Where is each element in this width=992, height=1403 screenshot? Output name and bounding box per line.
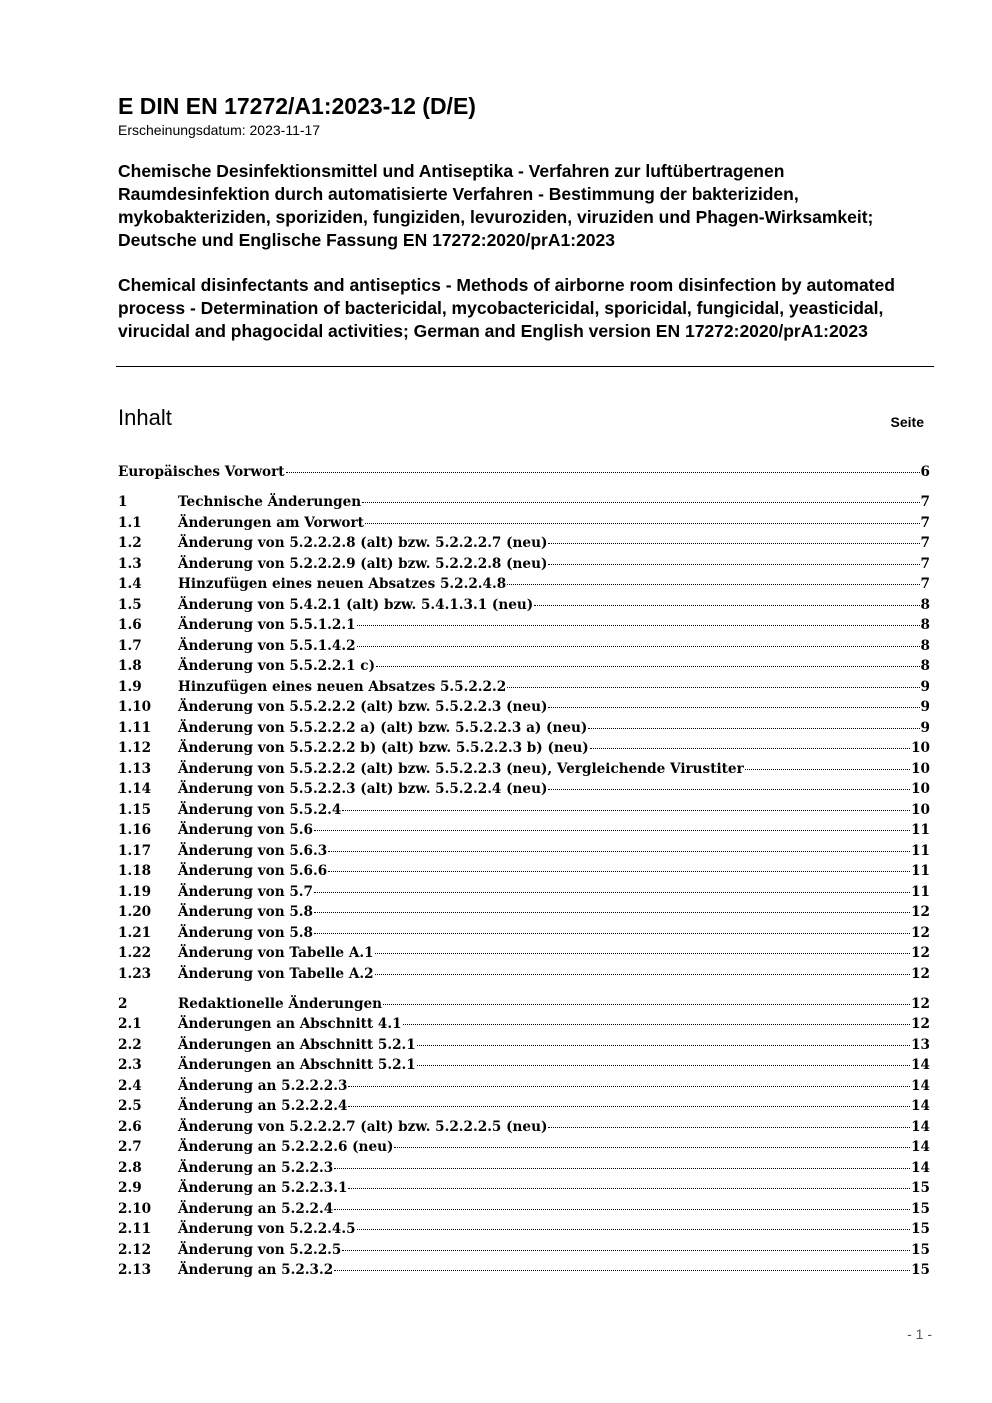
toc-entry-number: 2.4 — [118, 1077, 142, 1094]
toc-entry-title[interactable]: Änderung an 5.2.2.2.3 — [178, 1077, 348, 1094]
toc-entry-title[interactable]: Änderung von 5.4.2.1 (alt) bzw. 5.4.1.3.1 (neu) — [178, 596, 534, 613]
toc-entry-number: 2.7 — [118, 1139, 142, 1155]
toc-leader-dots — [328, 871, 910, 872]
toc-entry-number: 1.14 — [118, 781, 152, 797]
toc-entry-number: 1.17 — [118, 842, 152, 859]
toc-entry-title[interactable]: Änderung an 5.2.2.4 — [178, 1200, 334, 1217]
toc-leader-dots — [403, 1024, 911, 1025]
toc-leader-dots — [365, 523, 920, 524]
toc-entry-title[interactable]: Änderung an 5.2.2.2.4 — [178, 1098, 348, 1114]
toc-entry-page[interactable]: 7 — [920, 576, 930, 592]
toc-entry-page[interactable]: 7 — [920, 535, 930, 551]
toc-entry-number: 2.1 — [118, 1016, 142, 1032]
toc-entry-number: 2.8 — [118, 1159, 142, 1176]
toc-entry-title[interactable]: Änderung von 5.2.2.4.5 — [178, 1221, 356, 1237]
toc-entry[interactable] — [118, 576, 930, 597]
toc-entry-title[interactable]: Änderung von 5.6 — [178, 822, 313, 838]
toc-leader-dots — [357, 1229, 911, 1230]
toc-entry-page[interactable]: 10 — [911, 781, 930, 797]
toc-entry-number: 2.9 — [118, 1180, 142, 1196]
toc-entry[interactable] — [118, 1160, 930, 1181]
toc-entry-page[interactable]: 14 — [911, 1098, 930, 1114]
toc-entry-page[interactable]: 15 — [911, 1180, 930, 1196]
toc-entry-number: 1.3 — [118, 555, 142, 572]
toc-entry[interactable] — [118, 1057, 930, 1078]
toc-entry[interactable] — [118, 996, 930, 1017]
toc-entry[interactable] — [118, 1098, 930, 1119]
toc-entry-number: 1.5 — [118, 596, 142, 613]
toc-entry-number: 1.1 — [118, 514, 142, 531]
toc-entry-title[interactable]: Änderung an 5.2.2.3 — [178, 1159, 334, 1176]
toc-entry-title[interactable]: Änderung von 5.2.2.2.8 (alt) bzw. 5.2.2.2.7 (neu) — [178, 535, 548, 551]
toc-leader-dots — [357, 625, 920, 626]
toc-entry-page[interactable]: 12 — [911, 924, 930, 941]
toc-entry[interactable] — [118, 1262, 930, 1283]
toc-entry-number: 1.10 — [118, 699, 152, 715]
toc-entry-page[interactable]: 12 — [911, 1016, 930, 1032]
toc-entry[interactable] — [118, 679, 930, 700]
toc-leader-dots — [507, 584, 919, 585]
toc-entry-title[interactable]: Änderung von 5.2.2.5 — [178, 1241, 342, 1258]
toc-entry-page[interactable]: 8 — [920, 658, 930, 674]
toc-entry-title[interactable]: Änderungen an Abschnitt 4.1 — [178, 1016, 402, 1032]
toc-entry-number: 1.18 — [118, 863, 152, 879]
toc-entry-number: 1.21 — [118, 924, 152, 941]
toc-entry-number: 2.2 — [118, 1036, 142, 1053]
toc-leader-dots — [375, 953, 911, 954]
toc-leader-dots — [348, 1106, 910, 1107]
toc-entry[interactable] — [118, 761, 930, 782]
toc-leader-dots — [314, 912, 910, 913]
toc-leader-dots — [342, 1250, 910, 1251]
toc-entry[interactable] — [118, 740, 930, 761]
toc-entry-page[interactable]: 9 — [920, 719, 930, 736]
toc-entry-number: 2.3 — [118, 1057, 142, 1073]
toc-entry-page[interactable]: 14 — [911, 1118, 930, 1135]
toc-entry[interactable] — [118, 822, 930, 843]
toc-entry-title[interactable]: Änderungen an Abschnitt 5.2.1 — [178, 1036, 416, 1053]
toc-entry[interactable] — [118, 1221, 930, 1242]
toc-leader-dots — [548, 707, 919, 708]
toc-entry-number: 1.20 — [118, 904, 152, 920]
header-divider — [116, 366, 934, 367]
toc-entry[interactable] — [118, 658, 930, 679]
toc-leader-dots — [507, 687, 919, 688]
toc-entry-page[interactable]: 11 — [911, 842, 930, 859]
page-number: - 1 - — [907, 1326, 932, 1342]
toc-entry-title[interactable]: Änderung von Tabelle A.1 — [178, 945, 374, 961]
title-english: Chemical disinfectants and antiseptics - Methods of airborne room disinfection by automated process - Determination of bactericidal, mycobactericidal, sporicidal, fungicidal, yeasticidal, virucidal and phagocidal activities; German and English version EN 17272:2020/prA1:2023 — [118, 275, 895, 341]
toc-entry-number: 1.6 — [118, 617, 142, 633]
toc-entry[interactable] — [118, 638, 930, 659]
toc-entry-page[interactable]: 6 — [920, 464, 930, 480]
toc-entry-title[interactable]: Änderung von 5.5.2.2.1 c) — [178, 658, 375, 674]
toc-entry-title[interactable]: Änderung von 5.2.2.2.7 (alt) bzw. 5.2.2.2.5 (neu) — [178, 1118, 548, 1135]
toc-entry-title[interactable]: Änderung von 5.6.6 — [178, 863, 328, 879]
toc-section — [118, 464, 930, 485]
toc-entry-number: 1.11 — [118, 719, 152, 736]
publication-date: Erscheinungsdatum: 2023-11-17 — [118, 122, 321, 138]
toc-entry-title[interactable]: Änderung von 5.2.2.2.9 (alt) bzw. 5.2.2.2.8 (neu) — [178, 555, 548, 572]
toc-leader-dots — [328, 851, 910, 852]
toc-leader-dots — [348, 1086, 910, 1087]
toc-leader-dots — [588, 728, 919, 729]
toc-leader-dots — [314, 830, 910, 831]
toc-entry-page[interactable]: 10 — [911, 760, 930, 777]
toc-section — [118, 996, 930, 1283]
toc-leader-dots — [548, 564, 919, 565]
toc-entry-page[interactable]: 10 — [911, 801, 930, 818]
toc-entry-page[interactable]: 12 — [911, 945, 930, 961]
toc-leader-dots — [286, 472, 920, 473]
toc-entry-title[interactable]: Änderungen an Abschnitt 5.2.1 — [178, 1057, 416, 1073]
toc-entry[interactable] — [118, 1078, 930, 1099]
toc-entry[interactable] — [118, 1242, 930, 1263]
toc-entry[interactable] — [118, 1119, 930, 1140]
toc-entry[interactable] — [118, 494, 930, 515]
toc-leader-dots — [375, 974, 911, 975]
toc-entry-page[interactable]: 12 — [911, 995, 930, 1012]
toc-entry-page[interactable]: 15 — [911, 1200, 930, 1217]
toc-entry-number: 2.10 — [118, 1200, 152, 1217]
toc-entry[interactable] — [118, 1139, 930, 1160]
toc-entry[interactable] — [118, 1016, 930, 1037]
toc-entry-number: 1.15 — [118, 801, 152, 818]
toc-entry-title[interactable]: Änderung von 5.5.1.2.1 — [178, 617, 356, 633]
toc-entry-title[interactable]: Hinzufügen eines neuen Absatzes 5.2.2.4.8 — [178, 576, 507, 592]
toc-entry-number: 2 — [118, 995, 128, 1012]
toc-entry[interactable] — [118, 617, 930, 638]
toc-entry-page[interactable]: 8 — [920, 617, 930, 633]
toc-entry-title[interactable]: Änderung von Tabelle A.2 — [178, 965, 374, 982]
toc-entry[interactable] — [118, 884, 930, 905]
toc-leader-dots — [383, 1004, 910, 1005]
toc-entry-title[interactable]: Änderung von 5.5.2.2.3 (alt) bzw. 5.5.2.2.4 (neu) — [178, 781, 548, 797]
toc-entry[interactable] — [118, 843, 930, 864]
toc-leader-dots — [548, 1127, 910, 1128]
toc-entry-number: 2.13 — [118, 1262, 152, 1278]
toc-entry[interactable] — [118, 556, 930, 577]
toc-entry[interactable] — [118, 945, 930, 966]
toc-entry-number: 2.11 — [118, 1221, 152, 1237]
toc-entry-title[interactable]: Änderung an 5.2.3.2 — [178, 1262, 334, 1278]
toc-entry-page[interactable]: 7 — [920, 494, 930, 510]
toc-entry-title[interactable]: Technische Änderungen — [178, 494, 362, 510]
toc-entry-title[interactable]: Änderung von 5.5.2.2.2 (alt) bzw. 5.5.2.2.3 (neu) — [178, 699, 548, 715]
toc-entry-page[interactable]: 14 — [911, 1057, 930, 1073]
toc-leader-dots — [417, 1065, 910, 1066]
toc-entry[interactable] — [118, 966, 930, 987]
toc-entry-page[interactable]: 12 — [911, 965, 930, 982]
toc-entry-page[interactable]: 14 — [911, 1077, 930, 1094]
toc-entry-page[interactable]: 7 — [920, 555, 930, 572]
title-german: Chemische Desinfektionsmittel und Antiseptika - Verfahren zur luftübertragenen Raumdesinfektion durch automatisierte Verfahren - Bestimmung der bakteriziden, mykobakteriziden, sporiziden, fungiziden, levuroziden, viruziden und Phagen-Wirksamkeit; Deutsche und Englische Fassung EN 17272:2020/prA1:2023 — [118, 161, 874, 250]
toc-entry[interactable] — [118, 699, 930, 720]
toc-entry-number: 2.6 — [118, 1118, 142, 1135]
toc-entry-number: 1.13 — [118, 760, 152, 777]
toc-entry-title[interactable]: Änderung von 5.8 — [178, 904, 313, 920]
table-of-contents — [118, 464, 930, 1292]
toc-leader-dots — [342, 810, 910, 811]
toc-entry[interactable] — [118, 1201, 930, 1222]
toc-leader-dots — [590, 748, 910, 749]
toc-entry-page[interactable]: 9 — [920, 678, 930, 695]
toc-entry-number: 1.4 — [118, 576, 142, 592]
toc-entry-page[interactable]: 11 — [911, 883, 930, 900]
toc-leader-dots — [334, 1168, 910, 1169]
toc-entry-page[interactable]: 13 — [911, 1036, 930, 1053]
toc-entry-page[interactable]: 15 — [911, 1262, 930, 1278]
toc-leader-dots — [548, 543, 919, 544]
toc-entry-number: 1 — [118, 494, 128, 510]
toc-entry[interactable] — [118, 535, 930, 556]
toc-entry-number: 1.22 — [118, 945, 152, 961]
toc-entry-title[interactable]: Hinzufügen eines neuen Absatzes 5.5.2.2.2 — [178, 678, 507, 695]
toc-entry[interactable] — [118, 904, 930, 925]
toc-entry-page[interactable]: 8 — [920, 637, 930, 654]
toc-heading: Inhalt — [118, 405, 172, 430]
toc-entry-title[interactable]: Änderung von 5.5.2.2.2 b) (alt) bzw. 5.5.2.2.3 b) (neu) — [178, 740, 589, 756]
toc-leader-dots — [357, 646, 920, 647]
toc-entry[interactable] — [118, 464, 930, 485]
toc-entry-page[interactable]: 15 — [911, 1221, 930, 1237]
toc-entry[interactable] — [118, 720, 930, 741]
toc-leader-dots — [376, 666, 920, 667]
toc-entry-title[interactable]: Änderung an 5.2.2.2.6 (neu) — [178, 1139, 394, 1155]
toc-entry[interactable] — [118, 1180, 930, 1201]
toc-entry-page[interactable]: 11 — [911, 863, 930, 879]
toc-entry[interactable] — [118, 863, 930, 884]
toc-leader-dots — [548, 789, 910, 790]
toc-entry-title[interactable]: Änderung von 5.6.3 — [178, 842, 328, 859]
toc-entry-number: 1.8 — [118, 658, 142, 674]
toc-leader-dots — [348, 1188, 910, 1189]
toc-entry-page[interactable]: 8 — [920, 596, 930, 613]
page-column-label: Seite — [890, 414, 924, 430]
toc-entry-number: 1.9 — [118, 678, 142, 695]
toc-entry-title[interactable]: Änderung von 5.5.2.4 — [178, 801, 342, 818]
toc-entry-page[interactable]: 7 — [920, 514, 930, 531]
toc-entry-number: 1.16 — [118, 822, 152, 838]
toc-entry-title[interactable]: Änderungen am Vorwort — [178, 514, 364, 531]
toc-entry-number: 2.5 — [118, 1098, 142, 1114]
toc-leader-dots — [534, 605, 919, 606]
toc-entry-number: 1.23 — [118, 965, 152, 982]
toc-entry-title[interactable]: Änderung von 5.5.2.2.2 a) (alt) bzw. 5.5.2.2.3 a) (neu) — [178, 719, 588, 736]
toc-entry-page[interactable]: 12 — [911, 904, 930, 920]
toc-entry[interactable] — [118, 1037, 930, 1058]
toc-entry-number: 1.19 — [118, 883, 152, 900]
toc-entry-title[interactable]: Änderung an 5.2.2.3.1 — [178, 1180, 348, 1196]
toc-entry-number: 1.7 — [118, 637, 142, 654]
toc-leader-dots — [314, 892, 910, 893]
toc-entry-page[interactable]: 15 — [911, 1241, 930, 1258]
toc-entry-page[interactable]: 9 — [920, 699, 930, 715]
toc-entry[interactable] — [118, 515, 930, 536]
toc-entry[interactable] — [118, 597, 930, 618]
toc-entry-title[interactable]: Änderung von 5.8 — [178, 924, 313, 941]
toc-entry[interactable] — [118, 925, 930, 946]
toc-entry-title[interactable]: Redaktionelle Änderungen — [178, 995, 382, 1012]
toc-entry-number: 1.12 — [118, 740, 152, 756]
document-id: E DIN EN 17272/A1:2023-12 (D/E) — [118, 93, 476, 119]
toc-entry-title[interactable]: Änderung von 5.7 — [178, 883, 313, 900]
toc-entry-title[interactable]: Änderung von 5.5.2.2.2 (alt) bzw. 5.5.2.2.3 (neu), Vergleichende Virustiter — [178, 760, 744, 777]
toc-entry-page[interactable]: 10 — [911, 740, 930, 756]
toc-entry[interactable] — [118, 802, 930, 823]
toc-leader-dots — [362, 502, 919, 503]
toc-leader-dots — [394, 1147, 910, 1148]
toc-leader-dots — [417, 1045, 910, 1046]
toc-leader-dots — [334, 1270, 910, 1271]
toc-entry-number: 1.2 — [118, 535, 142, 551]
toc-entry-title[interactable]: Europäisches Vorwort — [118, 464, 285, 480]
toc-entry-page[interactable]: 14 — [911, 1159, 930, 1176]
toc-entry-title[interactable]: Änderung von 5.5.1.4.2 — [178, 637, 356, 654]
toc-entry-number: 2.12 — [118, 1241, 152, 1258]
toc-leader-dots — [334, 1209, 910, 1210]
toc-entry[interactable] — [118, 781, 930, 802]
toc-leader-dots — [745, 769, 910, 770]
toc-entry-page[interactable]: 11 — [911, 822, 930, 838]
toc-entry-page[interactable]: 14 — [911, 1139, 930, 1155]
toc-leader-dots — [314, 933, 910, 934]
toc-section — [118, 494, 930, 986]
